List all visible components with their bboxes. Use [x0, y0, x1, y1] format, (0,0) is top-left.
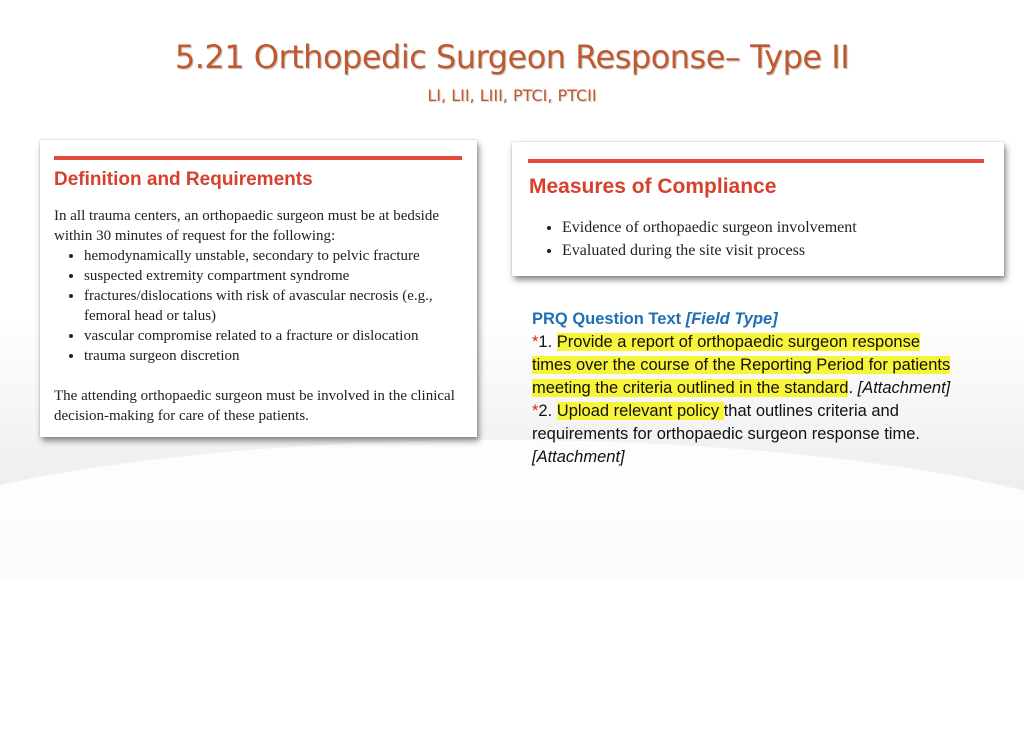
list-item: • suspected extremity compartment syndrome	[84, 266, 469, 286]
definition-intro: In all trauma centers, an orthopaedic surgeon must be at bedside within 30 minutes of request for the following:	[54, 208, 440, 244]
question-punct: .	[848, 379, 858, 397]
list-item: • trauma surgeon discretion	[84, 346, 469, 366]
slide-title: 5.21 Orthopedic Surgeon Response– Type II	[174, 38, 850, 76]
slide-subtitle: LI, LII, LIII, PTCI, PTCII	[427, 86, 597, 105]
attachment-tag: [Attachment]	[857, 379, 951, 397]
definition-heading: Definition and Requirements	[54, 169, 313, 190]
list-item: • fractures/dislocations with risk of avascular necrosis (e.g., femoral head or talus)	[84, 286, 469, 326]
required-asterisk: *	[532, 402, 539, 420]
required-asterisk: *	[532, 333, 539, 351]
list-item: • vascular compromise related to a fracture or dislocation	[84, 326, 469, 346]
highlighted-text: Provide a report of orthopaedic surgeon response times over the course of the Reporting Period for patients meeting the criteria outlined in the standard	[532, 333, 951, 397]
background-swoosh	[0, 440, 1024, 740]
measures-heading: Measures of Compliance	[529, 175, 777, 198]
attachment-tag: [Attachment]	[532, 448, 625, 466]
definition-closing: The attending orthopaedic surgeon must be involved in the clinical decision-making for care of these patients.	[54, 388, 455, 424]
prq-heading: PRQ Question Text	[532, 310, 682, 328]
prq-question-1	[532, 331, 962, 400]
question-text: that outlines criteria and requirements for orthopaedic surgeon response time.	[532, 402, 920, 443]
prq-question-block	[532, 308, 962, 469]
definition-card	[40, 140, 477, 437]
question-number: 1.	[538, 333, 557, 351]
list-item: • Evidence of orthopaedic surgeon involvement	[562, 216, 857, 239]
measures-list	[532, 216, 857, 262]
definition-list	[54, 246, 469, 366]
highlighted-text: Upload relevant policy	[556, 402, 724, 420]
card-accent-bar	[54, 156, 462, 160]
card-accent-bar	[528, 159, 984, 163]
prq-heading-line	[532, 308, 962, 331]
prq-field-type: [Field Type]	[685, 310, 778, 328]
list-item: • hemodynamically unstable, secondary to pelvic fracture	[84, 246, 469, 266]
list-item: • Evaluated during the site visit process	[562, 239, 857, 262]
measures-card	[512, 142, 1004, 276]
question-number: 2.	[538, 402, 557, 420]
prq-question-2	[532, 400, 962, 469]
